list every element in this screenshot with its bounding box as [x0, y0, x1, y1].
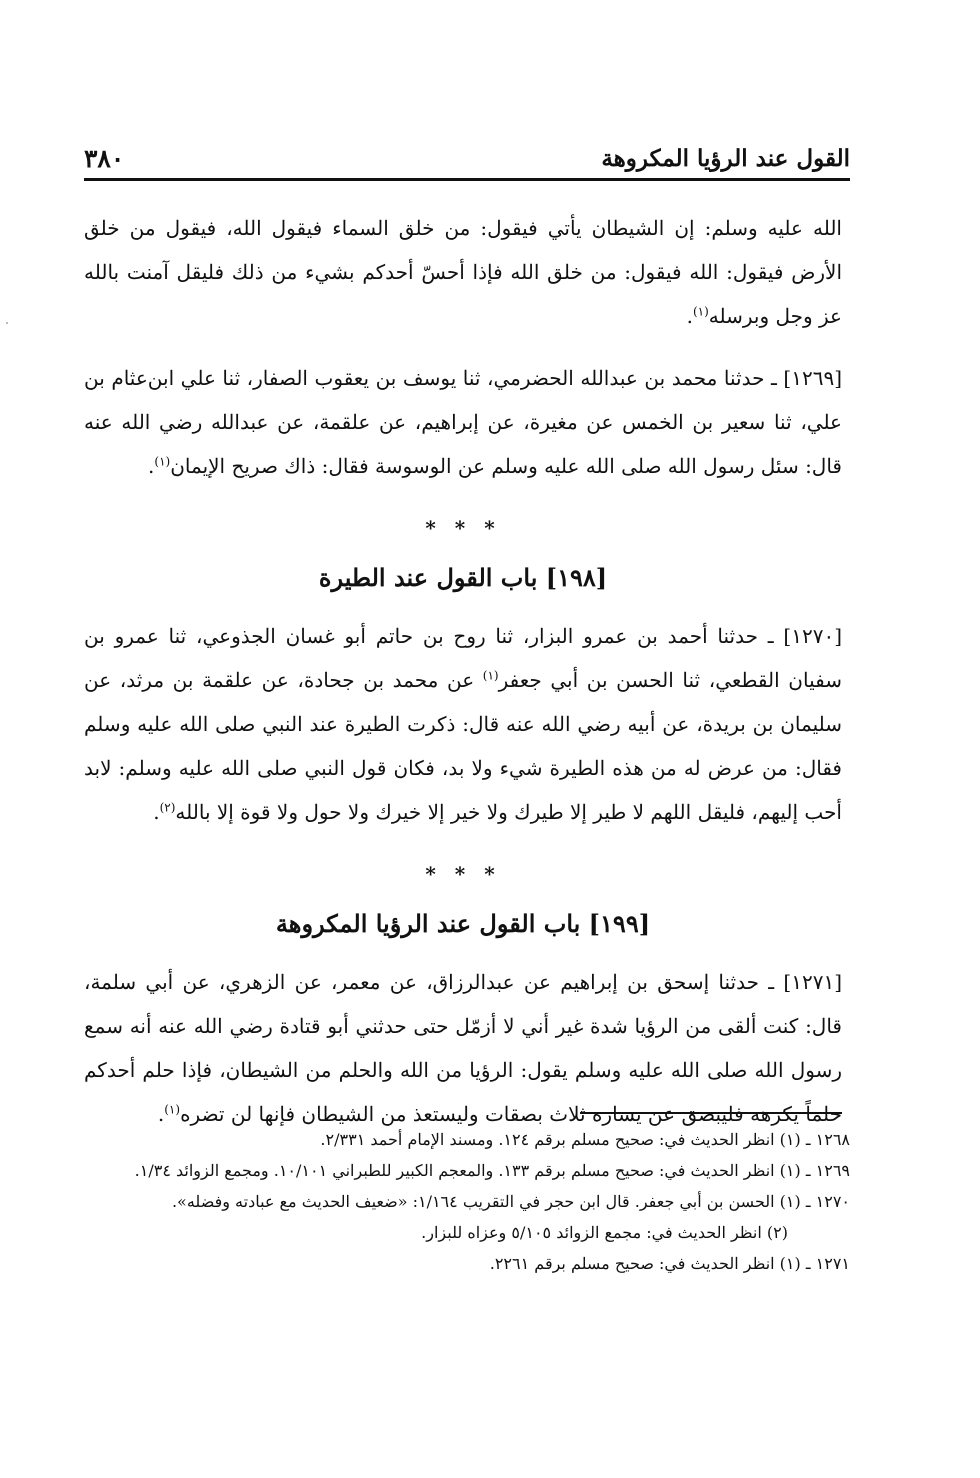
margin-speck — [6, 322, 8, 324]
section-divider: * * * — [425, 516, 501, 540]
footnote-ref: (١) — [482, 668, 499, 683]
footnotes — [84, 1124, 850, 1279]
footnote-1270-2: (٢) انظر الحديث في: مجمع الزوائد ٥/١٠٥ وعزاه للبزار. — [421, 1223, 788, 1242]
chapter-heading-199: [١٩٩] باب القول عند الرؤيا المكروهة — [275, 909, 651, 938]
footnote-1271: ١٢٧١ ـ (١) انظر الحديث في: صحيح مسلم برقم ٢٢٦١. — [489, 1254, 850, 1273]
hadith-1271: [١٢٧١] ـ حدثنا إسحق بن إبراهيم عن عبدالرزاق، عن معمر، عن الزهري، عن أبي سلمة، قال: كنت ألقى من الرؤيا شدة غير أني لا أزمّل حتى حدثني أبو قتادة رضي الله عنه أنه سمع رسول الله صلى الله عليه وسلم يقول: الرؤيا من الله والحلم من الشيطان، فإذا حلم أحدكم حلماً يكرهه فليبصق عن يساره ثلاث بصقات وليستعذ من الشيطان فإنها لن تضره$^{(١)}$. — [84, 970, 842, 1126]
page-header — [84, 138, 850, 181]
footnote-1270-1: ١٢٧٠ ـ (١) الحسن بن أبي جعفر. قال ابن حجر في التقريب ١/١٦٤: «ضعيف الحديث مع عبادته وفضله». — [171, 1192, 850, 1211]
hadith-1270-text-a: [١٢٧٠] ـ حدثنا أحمد بن عمرو البزار، ثنا روح بن حاتم أبو غسان الجذوعي، ثنا عمرو بن سفيان القطعي، ثنا الحسن بن أبي جعفر — [84, 624, 843, 692]
paragraph-1-text: الله عليه وسلم: إن الشيطان يأتي فيقول: من خلق السماء فيقول الله، فيقول من خلق الأرض فيقول: الله فيقول: من خلق الله فإذا أحسّ أحدكم بشيء من ذلك فليقل آمنت بالله عز وجل وبرسله — [84, 216, 842, 328]
footnote-1268: ١٢٦٨ ـ (١) انظر الحديث في: صحيح مسلم برقم ١٢٤. ومسند الإمام أحمد ٢/٣٣١. — [320, 1130, 850, 1149]
hadith-1269: [١٢٦٩] ـ حدثنا محمد بن عبدالله الحضرمي، ثنا يوسف بن يعقوب الصفار، ثنا علي ابن‌عثام بن علي، ثنا سعير بن الخمس عن مغيرة، عن إبراهيم، عن علقمة، عن عبدالله رضي الله عنه قال: سئل رسول الله صلى الله عليه وسلم عن الوسوسة فقال: ذاك صريح الإيمان$^{(١)}$. — [84, 366, 843, 478]
paragraph-1: الله عليه وسلم: إن الشيطان يأتي فيقول: من خلق السماء فيقول الله، فيقول من خلق الأرض فيقول: الله فيقول: من خلق الله فإذا أحسّ أحدكم بشيء من ذلك فليقل آمنت بالله عز وجل وبرسله$^{(١)}$. — [84, 216, 842, 328]
footnote-ref: (٢) — [159, 800, 176, 815]
hadith-1270: [١٢٧٠] ـ حدثنا أحمد بن عمرو البزار، ثنا روح بن حاتم أبو غسان الجذوعي، ثنا عمرو بن سفيان القطعي، ثنا الحسن بن أبي جعفر$^{(١)}$ عن محمد بن جحادة، عن علقمة بن مرثد، عن سليمان بن بريدة، عن أبيه رضي الله عنه قال: ذكرت الطيرة عند النبي صلى الله عليه وسلم فقال: من عرض له من هذه الطيرة شيء ولا بد، فكان قول النبي صلى الله عليه وسلم: لابد أحب إليهم، فليقل اللهم لا طير إلا طيرك ولا خير إلا خيرك ولا حول ولا قوة إلا بالله$^{(٢)}$. — [84, 624, 843, 824]
footnote-ref: (١) — [154, 454, 171, 469]
hadith-1269-text: [١٢٦٩] ـ حدثنا محمد بن عبدالله الحضرمي، ثنا يوسف بن يعقوب الصفار، ثنا علي ابن‌عثام بن علي، ثنا سعير بن الخمس عن مغيرة، عن إبراهيم، عن علقمة، عن عبدالله رضي الله عنه قال: سئل رسول الله صلى الله عليه وسلم عن الوسوسة فقال: ذاك صريح الإيمان — [84, 366, 843, 478]
page-number: ٣٨٠ — [84, 143, 125, 173]
main-text — [84, 206, 842, 1154]
hadith-1270-text-b: عن محمد بن جحادة، عن علقمة بن مرثد، عن سليمان بن بريدة، عن أبيه رضي الله عنه قال: ذكرت الطيرة عند النبي صلى الله عليه وسلم فقال: من عرض له من هذه الطيرة شيء ولا بد، فكان قول النبي صلى الله عليه وسلم: لابد أحب إليهم، فليقل اللهم لا طير إلا طيرك ولا خير إلا خيرك ولا حول ولا قوة إلا بالله — [84, 668, 842, 824]
footnote-ref: (١) — [692, 304, 709, 319]
footnote-ref: (١) — [164, 1102, 181, 1117]
running-title: القول عند الرؤيا المكروهة — [601, 144, 850, 172]
footnote-separator — [580, 1112, 842, 1114]
section-divider: * * * — [425, 862, 501, 886]
chapter-heading-198: [١٩٨] باب القول عند الطيرة — [318, 563, 608, 592]
footnote-1269: ١٢٦٩ ـ (١) انظر الحديث في: صحيح مسلم برقم ١٣٣. والمعجم الكبير للطبراني ١٠/١٠١. ومجمع الزوائد ١/٣٤. — [134, 1161, 850, 1180]
hadith-1271-text: [١٢٧١] ـ حدثنا إسحق بن إبراهيم عن عبدالرزاق، عن معمر، عن الزهري، عن أبي سلمة، قال: كنت ألقى من الرؤيا شدة غير أني لا أزمّل حتى حدثني أبو قتادة رضي الله عنه أنه سمع رسول الله صلى الله عليه وسلم يقول: الرؤيا من الله والحلم من الشيطان، فإذا حلم أحدكم حلماً يكرهه فليبصق عن يساره ثلاث بصقات وليستعذ من الشيطان فإنها لن تضره — [84, 970, 842, 1126]
